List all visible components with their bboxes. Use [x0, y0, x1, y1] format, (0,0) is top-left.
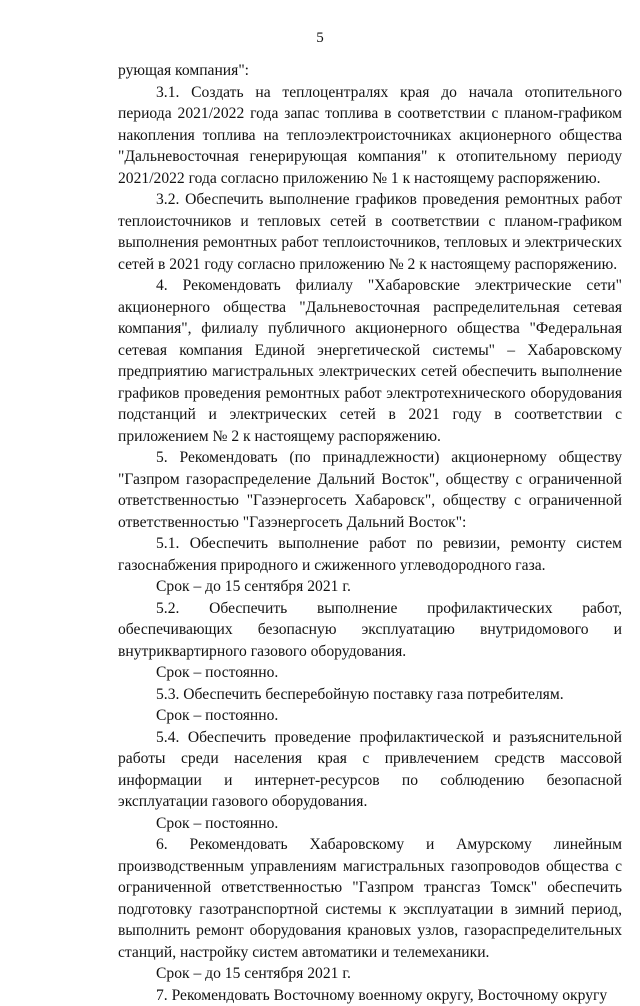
deadline-5-4: Срок – постоянно. [118, 813, 622, 835]
paragraph-5-3: 5.3. Обеспечить бесперебойную поставку газа потребителям. [118, 684, 622, 706]
paragraph-5-1: 5.1. Обеспечить выполнение работ по ревизии, ремонту систем газоснабжения природного и сжиженного углеводородного газа. [118, 533, 622, 576]
page-number: 5 [0, 30, 640, 47]
deadline-6: Срок – до 15 сентября 2021 г. [118, 963, 622, 985]
deadline-5-1: Срок – до 15 сентября 2021 г. [118, 576, 622, 598]
deadline-5-3: Срок – постоянно. [118, 705, 622, 727]
paragraph-3-2: 3.2. Обеспечить выполнение графиков проведения ремонтных работ теплоисточников и тепловых сетей в соответствии с планом-графиком выполнения ремонтных работ теплоисточников, тепловых и электрических сетей в 2021 году согласно приложению № 2 к настоящему распоряжению. [118, 189, 622, 275]
deadline-5-2: Срок – постоянно. [118, 662, 622, 684]
paragraph-3-1: 3.1. Создать на теплоцентралях края до начала отопительного периода 2021/2022 года запас топлива в соответствии с планом-графиком накопления топлива на теплоэлектроисточниках акционерного общества "Дальневосточная генерирующая компания" к отопительному периоду 2021/2022 года согласно приложению № 1 к настоящему распоряжению. [118, 82, 622, 190]
paragraph-6: 6. Рекомендовать Хабаровскому и Амурскому линейным производственным управлениям магистральных газопроводов общества с ограниченной ответственностью "Газпром трансгаз Томск" обеспечить подготовку газотранспортной системы к эксплуатации в зимний период, выполнить ремонт оборудования крановых узлов, газораспределительных станций, настройку систем автоматики и телемеханики. [118, 834, 622, 963]
paragraph-5-2: 5.2. Обеспечить выполнение профилактических работ, обеспечивающих безопасную эксплуатацию внутридомового и внутриквартирного газового оборудования. [118, 598, 622, 663]
document-body [118, 60, 622, 1006]
paragraph-4: 4. Рекомендовать филиалу "Хабаровские электрические сети" акционерного общества "Дальневосточная распределительная сетевая компания", филиалу публичного акционерного общества "Федеральная сетевая компания Единой энергетической системы" – Хабаровскому предприятию магистральных электрических сетей обеспечить выполнение графиков проведения ремонтных работ электротехнического оборудования подстанций и электрических сетей в 2021 году в соответствии с приложением № 2 к настоящему распоряжению. [118, 275, 622, 447]
paragraph-5: 5. Рекомендовать (по принадлежности) акционерному обществу "Газпром газораспределение Дальний Восток", обществу с ограниченной ответственностью "Газэнергосеть Хабаровск", обществу с ограниченной ответственностью "Газэнергосеть Дальний Восток": [118, 447, 622, 533]
paragraph-5-4: 5.4. Обеспечить проведение профилактической и разъяснительной работы среди населения края с привлечением средств массовой информации и интернет-ресурсов по соблюдению безопасной эксплуатации газового оборудования. [118, 727, 622, 813]
paragraph-7: 7. Рекомендовать Восточному военному округу, Восточному округу [118, 985, 622, 1006]
paragraph-continuation: рующая компания": [118, 60, 622, 82]
